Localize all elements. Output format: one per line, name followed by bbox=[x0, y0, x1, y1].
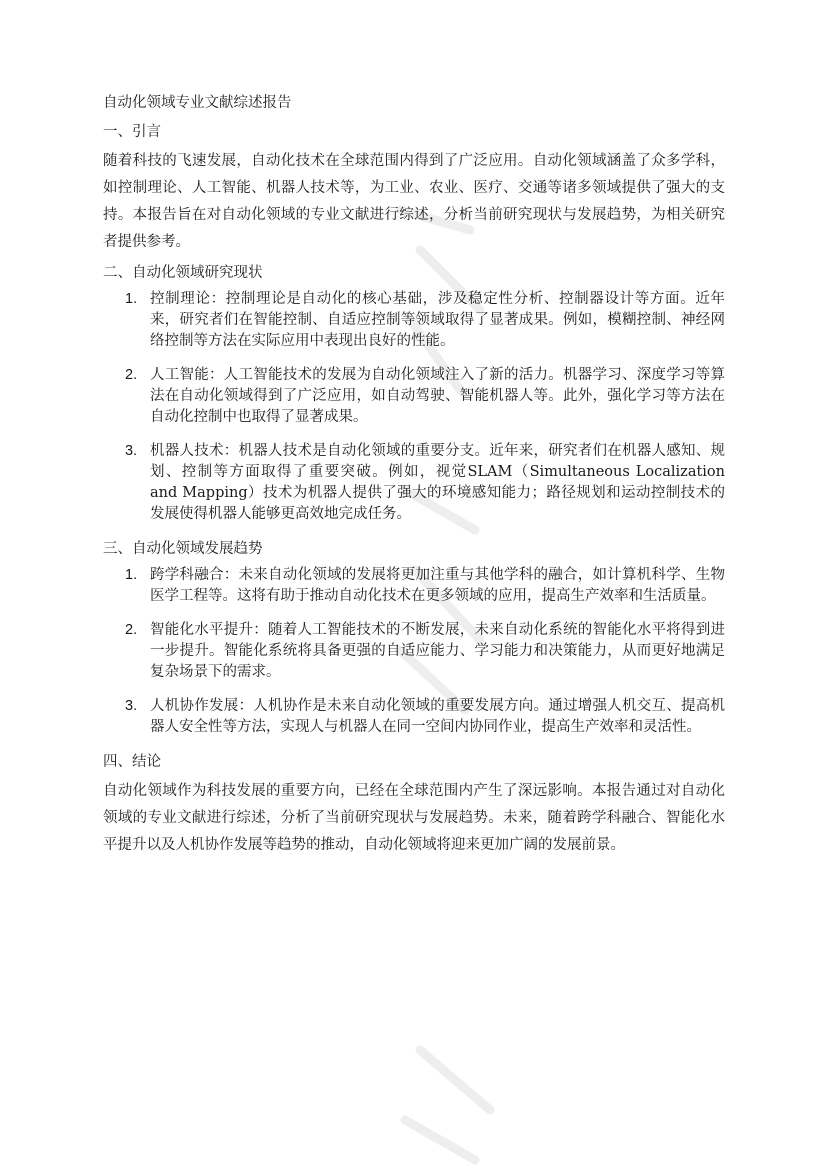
section-heading-intro: 一、引言 bbox=[103, 124, 161, 140]
list-item bbox=[103, 565, 725, 607]
conclusion-paragraph: 自动化领域作为科技发展的重要方向，已经在全球范围内产生了深远影响。本报告通过对自动化领域的专业文献进行综述，分析了当前研究现状与发展趋势。未来，随着跨学科融合、智能化水平提升以及人机协作发展等趋势的推动，自动化领域将迎来更加广阔的发展前景。 bbox=[103, 783, 725, 853]
status-list bbox=[103, 289, 725, 525]
list-item bbox=[103, 289, 725, 352]
list-item-text: 人工智能：人工智能技术的发展为自动化领域注入了新的活力。机器学习、深度学习等算法在自动化领域得到了广泛应用，如自动驾驶、智能机器人等。此外，强化学习等方法在自动化控制中也取得了显著成果。 bbox=[150, 367, 725, 425]
list-item-number: 1. bbox=[125, 567, 138, 583]
list-item-text: 人机协作发展：人机协作是未来自动化领域的重要发展方向。通过增强人机交互、提高机器人安全性等方法，实现人与机器人在同一空间内协同作业，提高生产效率和灵活性。 bbox=[150, 698, 725, 735]
list-item bbox=[103, 365, 725, 428]
section-heading-status: 二、自动化领域研究现状 bbox=[103, 265, 263, 281]
list-item-number: 2. bbox=[125, 622, 138, 638]
list-item-number: 2. bbox=[125, 367, 138, 383]
section-heading-conclusion: 四、结论 bbox=[103, 754, 161, 770]
section-heading-trends: 三、自动化领域发展趋势 bbox=[103, 541, 263, 557]
intro-paragraph: 随着科技的飞速发展，自动化技术在全球范围内得到了广泛应用。自动化领域涵盖了众多学科，如控制理论、人工智能、机器人技术等，为工业、农业、医疗、交通等诸多领域提供了强大的支持。本报告旨在对自动化领域的专业文献进行综述，分析当前研究现状与发展趋势，为相关研究者提供参考。 bbox=[103, 153, 725, 250]
list-item-text: 控制理论：控制理论是自动化的核心基础，涉及稳定性分析、控制器设计等方面。近年来，研究者们在智能控制、自适应控制等领域取得了显著成果。例如，模糊控制、神经网络控制等方法在实际应用中表现出良好的性能。 bbox=[150, 291, 725, 349]
list-item bbox=[103, 696, 725, 738]
list-item bbox=[103, 441, 725, 525]
trends-list bbox=[103, 565, 725, 738]
list-item-number: 1. bbox=[125, 291, 138, 307]
list-item-text: 智能化水平提升：随着人工智能技术的不断发展，未来自动化系统的智能化水平将得到进一步提升。智能化系统将具备更强的自适应能力、学习能力和决策能力，从而更好地满足复杂场景下的需求。 bbox=[150, 622, 725, 680]
list-item-text: 跨学科融合：未来自动化领域的发展将更加注重与其他学科的融合，如计算机科学、生物医学工程等。这将有助于推动自动化技术在更多领域的应用，提高生产效率和生活质量。 bbox=[150, 567, 725, 604]
document-title: 自动化领域专业文献综述报告 bbox=[103, 95, 292, 111]
document-page bbox=[103, 92, 725, 865]
list-item-number: 3. bbox=[125, 698, 138, 714]
list-item-text: 机器人技术：机器人技术是自动化领域的重要分支。近年来，研究者们在机器人感知、规划、控制等方面取得了重要突破。例如，视觉SLAM（Simultaneous Localization and Mapping）技术为机器人提供了强大的环境感知能力；路径规划和运动控制技术的发展使得机器人能够更高效地完成任务。 bbox=[150, 443, 725, 522]
list-item bbox=[103, 620, 725, 683]
list-item-number: 3. bbox=[125, 443, 138, 459]
